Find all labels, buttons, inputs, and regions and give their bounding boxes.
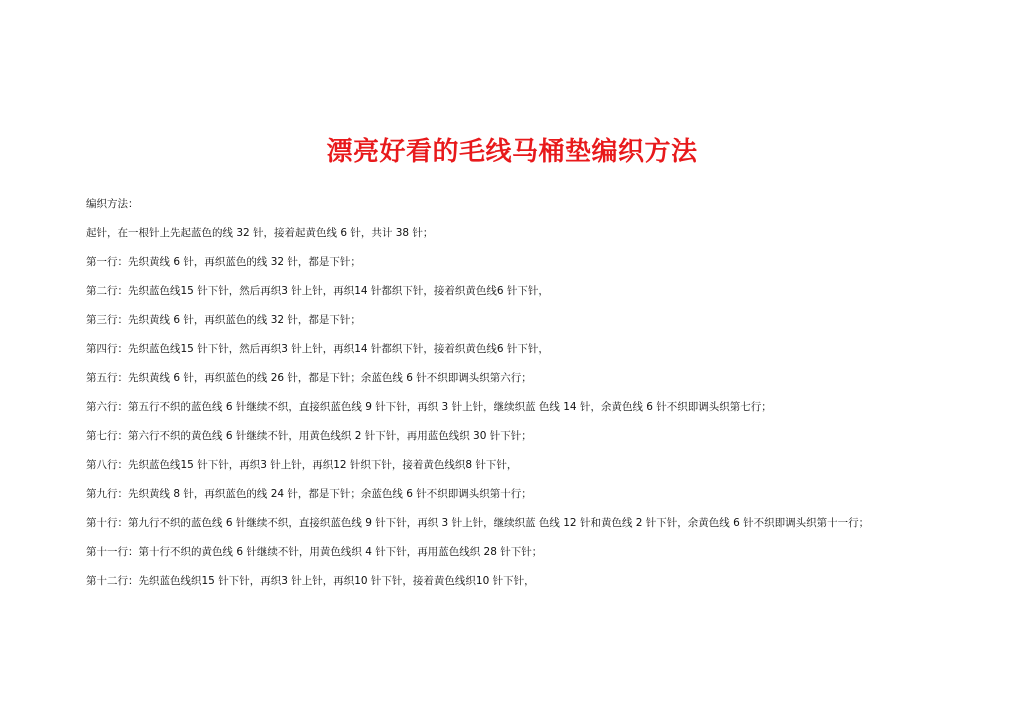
- instruction-line-row-3: 第三行：先织黄线 6 针，再织蓝色的线 32 针，都是下针；: [86, 314, 361, 326]
- instruction-line-row-8: 第八行：先织蓝色线15 针下针，再织3 针上针，再织12 针织下针，接着黄色线织8 针下针，: [86, 459, 518, 471]
- instruction-line-row-7: 第七行：第六行不织的黄色线 6 针继续不针，用黄色线织 2 针下针，再用蓝色线织 30 针下针；: [86, 430, 532, 442]
- instruction-line-row-2: 第二行：先织蓝色线15 针下针，然后再织3 针上针，再织14 针都织下针，接着织黄色线6 针下针，: [86, 285, 549, 297]
- instruction-line-row-11: 第十一行：第十行不织的黄色线 6 针继续不针，用黄色线织 4 针下针，再用蓝色线织 28 针下针；: [86, 546, 543, 558]
- instruction-line-row-6: 第六行：第五行不织的蓝色线 6 针继续不织，直接织蓝色线 9 针下针，再织 3 针上针，继续织蓝 色线 14 针，余黄色线 6 针不织即调头织第七行；: [86, 401, 772, 413]
- instruction-line-row-9: 第九行：先织黄线 8 针，再织蓝色的线 24 针，都是下针；余蓝色线 6 针不织即调头织第十行；: [86, 488, 532, 500]
- instruction-line-row-4: 第四行：先织蓝色线15 针下针，然后再织3 针上针，再织14 针都织下针，接着织黄色线6 针下针，: [86, 343, 549, 355]
- instruction-line-row-12: 第十二行：先织蓝色线织15 针下针，再织3 针上针，再织10 针下针，接着黄色线织10 针下针，: [86, 575, 535, 587]
- section-heading: 编织方法：: [86, 198, 139, 210]
- document-title: 漂亮好看的毛线马桶垫编织方法: [326, 137, 698, 167]
- instruction-line-row-10: 第十行：第九行不织的蓝色线 6 针继续不织，直接织蓝色线 9 针下针，再织 3 针上针，继续织蓝 色线 12 针和黄色线 2 针下针，余黄色线 6 针不织即调头织第十一行；: [86, 517, 870, 529]
- document-body: [86, 197, 986, 603]
- instruction-line-row-5: 第五行：先织黄线 6 针，再织蓝色的线 26 针，都是下针；余蓝色线 6 针不织即调头织第六行；: [86, 372, 532, 384]
- instruction-line-row-1: 第一行：先织黄线 6 针，再织蓝色的线 32 针，都是下针；: [86, 256, 361, 268]
- instruction-line-cast-on: 起针，在一根针上先起蓝色的线 32 针，接着起黄色线 6 针，共计 38 针；: [86, 227, 434, 239]
